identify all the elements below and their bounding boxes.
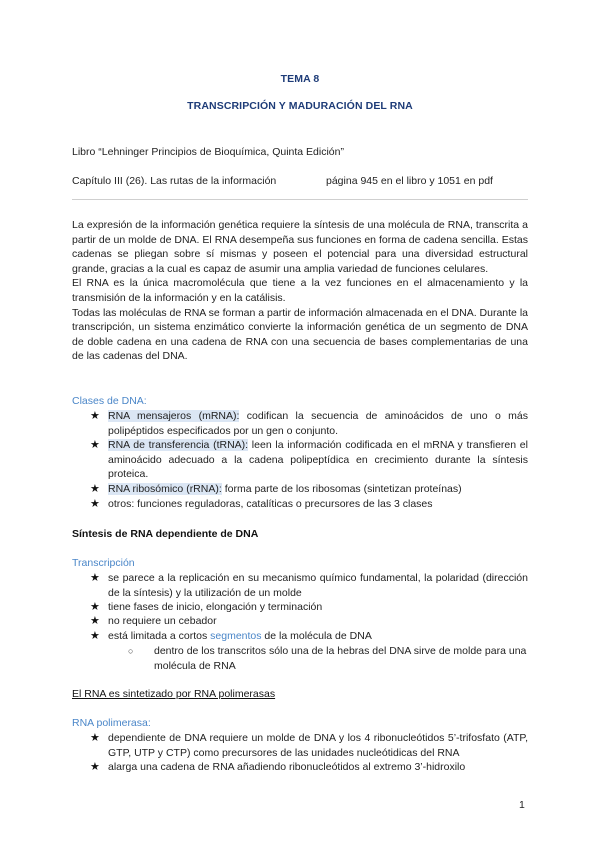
sub-list-item-text: dentro de los transcritos sólo una de la hebras del DNA sirve de molde para una molécula de RNA xyxy=(154,645,527,672)
divider xyxy=(72,199,528,200)
star-bullet-icon: ★ xyxy=(90,601,100,613)
intro-text xyxy=(72,218,528,364)
list-item xyxy=(90,731,528,760)
section-rna-polimerasa-title: RNA polimerasa: xyxy=(72,717,151,729)
definition-mrna: codifican la secuencia de aminoácidos de uno o más polipéptidos especificados por un gen o conjunto. xyxy=(108,410,528,437)
list-item xyxy=(90,629,528,644)
list-item-text: está limitada a cortos xyxy=(108,630,211,642)
star-bullet-icon: ★ xyxy=(90,732,100,744)
circle-bullet-icon: ○ xyxy=(128,646,134,656)
intro-paragraph-1: La expresión de la información genética requiere la síntesis de una molécula de RNA, transcrita a partir de un molde de DNA. El RNA desempeña sus funciones en forma de cadena sencilla. Estas cadenas se pliegan sobre sí mismas y poseen el potencial para una diversidad estructural grande, gracias a la cual es capaz de asumir una amplia variedad de funciones celulares. xyxy=(72,219,528,275)
star-bullet-icon: ★ xyxy=(90,439,100,451)
section-sintesis-title: Síntesis de RNA dependiente de DNA xyxy=(72,528,259,540)
list-item xyxy=(90,600,528,615)
intro-paragraph-3: Todas las moléculas de RNA se forman a partir de información almacenada en el DNA. Durante la transcripción, un sistema enzimático convierte la información genética de un segmento de DNA de doble cadena en una cadena de RNA con una secuencia de bases complementarias de una de las cadenas del DNA. xyxy=(72,306,528,363)
term-trna: RNA de transferencia (tRNA): xyxy=(108,439,249,451)
term-mrna: RNA mensajeros (mRNA): xyxy=(108,410,240,422)
list-item-text: tiene fases de inicio, elongación y terminación xyxy=(108,601,323,613)
list-item xyxy=(90,614,528,629)
document-title: TRANSCRIPCIÓN Y MADURACIÓN DEL RNA xyxy=(187,100,413,112)
list-item-text: no requiere un cebador xyxy=(108,615,217,627)
section-clases-title: Clases de DNA: xyxy=(72,395,147,407)
page-reference: página 945 en el libro y 1051 en pdf xyxy=(326,175,493,187)
star-bullet-icon: ★ xyxy=(90,630,100,642)
segmentos-link-text: segmentos xyxy=(210,630,262,642)
topic-number: TEMA 8 xyxy=(280,73,320,85)
star-bullet-icon: ★ xyxy=(90,410,100,422)
page-number: 1 xyxy=(519,799,525,811)
term-rrna: RNA ribosómico (rRNA): xyxy=(108,483,222,495)
list-item xyxy=(90,438,528,482)
list-item xyxy=(90,571,528,600)
list-item xyxy=(90,497,528,512)
section-polimerasas-title: El RNA es sintetizado por RNA polimerasas xyxy=(72,688,276,700)
list-item-text: de la molécula de DNA xyxy=(261,630,372,642)
chapter-reference: Capítulo III (26). Las rutas de la información xyxy=(72,175,277,187)
star-bullet-icon: ★ xyxy=(90,761,100,773)
star-bullet-icon: ★ xyxy=(90,572,100,584)
star-bullet-icon: ★ xyxy=(90,483,100,495)
star-bullet-icon: ★ xyxy=(90,498,100,510)
list-item-text: dependiente de DNA requiere un molde de DNA y los 4 ribonucleótidos 5’-trifosfato (ATP, GTP, UTP y CTP) como precursores de las unidades nucleótidicas del RNA xyxy=(108,732,528,759)
sub-list-item xyxy=(128,644,528,673)
list-item xyxy=(90,409,528,438)
list-item-text: alarga una cadena de RNA añadiendo ribonucleótidos al extremo 3’-hidroxilo xyxy=(108,761,466,773)
definition-others: otros: funciones reguladoras, catalíticas o precursores de las 3 clases xyxy=(108,498,433,510)
definition-rrna: forma parte de los ribosomas (sintetizan proteínas) xyxy=(221,483,462,495)
definition-trna: leen la información codificada en el mRNA y transfieren el aminoácido adecuado a la cadena polipeptídica en crecimiento durante la síntesis proteica. xyxy=(108,439,528,481)
intro-paragraph-2: El RNA es la única macromolécula que tiene a la vez funciones en el almacenamiento y la transmisión de la información y en la catálisis. xyxy=(72,277,528,304)
star-bullet-icon: ★ xyxy=(90,615,100,627)
book-reference: Libro “Lehninger Principios de Bioquímica, Quinta Edición” xyxy=(72,146,344,158)
list-item xyxy=(90,482,528,497)
list-item-text: se parece a la replicación en su mecanismo químico fundamental, la polaridad (dirección de la síntesis) y la utilización de un molde xyxy=(108,572,528,599)
section-transcripcion-title: Transcripción xyxy=(72,557,135,569)
list-item xyxy=(90,760,528,775)
